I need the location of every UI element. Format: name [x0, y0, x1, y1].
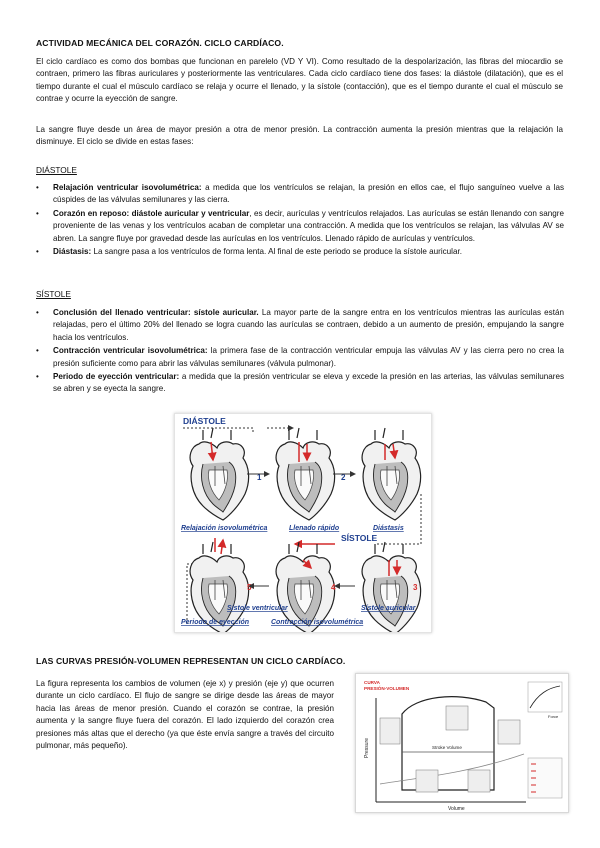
heart-thumbnail [416, 770, 438, 792]
heart-illustration-1 [190, 428, 249, 520]
section2-title: LAS CURVAS PRESIÓN-VOLUMEN REPRESENTAN UN CICLO CARDÍACO. [36, 656, 346, 666]
definition: , es decir, aurículas y ventrículos relajados. Las aurículas se están llenando con sangre proveniente de las venas y los ventrículos acaban de completar una contracción. A medida que los ventrículos se relajan, las válvulas AV se abren. La sangre fluye por gravedad desde las aurículas en los ventrículos. Llenado rápido de aurículas y ventrículos. [53, 208, 565, 243]
y-axis-label: Pressure [364, 737, 370, 758]
definition: La sangre pasa a los ventrículos de forma lenta. Al final de este periodo se produce la sístole auricular. [91, 247, 462, 257]
step-number-3: 3 [413, 583, 418, 592]
term: Relajación ventricular isovolumétrica: [53, 183, 202, 192]
term: Corazón en reposo: diástole auricular y ventricular [53, 208, 250, 218]
flow-arrow [215, 538, 223, 554]
list-item [36, 307, 564, 344]
term: Contracción ventricular isovolumétrica: [53, 346, 208, 356]
heart-thumbnail [446, 706, 468, 730]
figure2-title-line2: PRESIÓN-VOLUMEN [364, 686, 410, 691]
flow-paragraph: La sangre fluye desde un área de mayor presión a otra de menor presión. La contracción aumenta la presión mientras que la relajación la disminuye. El ciclo se divide en estas fases: [36, 125, 563, 147]
term: Conclusión del llenado ventricular: sístole auricular. [53, 308, 259, 317]
step-number-4: 4 [331, 583, 336, 592]
cardiac-cycle-illustration [175, 414, 431, 632]
term: Diástasis: [53, 247, 92, 257]
list-item [36, 246, 564, 258]
x-axis-label: Volume [448, 806, 465, 812]
force-label: Force [548, 714, 559, 719]
diastole-list [36, 182, 564, 259]
step-number-5: 5 [247, 583, 252, 592]
caption-diastasis: Diástasis [373, 525, 404, 532]
caption-eyeccion: Periodo de eyección [181, 619, 250, 626]
list-item [36, 371, 564, 396]
caption-contraccion: Contracción isovolumétrica [271, 619, 364, 626]
heart-illustration-2 [276, 428, 335, 520]
list-item [36, 208, 564, 245]
heart-illustration-3 [362, 428, 421, 520]
caption-sistole-ventricular: Sístole ventricular [227, 605, 288, 612]
pressure-volume-diagram [356, 674, 568, 812]
definition: a medida que los ventrículos se relajan, la presión en ellos cae, el flujo sanguíneo vuelve a las cúspides de las válvulas semilunares y las cierra. [53, 183, 565, 205]
definition: la primera fase de la contracción ventricular empuja las válvulas AV y las cierra pero no crea la presión suficiente como para abrir las válvulas semilunares (válvula pulmonar). [53, 346, 564, 368]
step-number-2: 2 [341, 473, 346, 482]
diastole-heading: DIÁSTOLE [36, 165, 77, 175]
section2-paragraph: La figura representa los cambios de volumen (eje x) y presión (eje y) que ocurren durante un ciclo cardíaco. El flujo de sangre se dirige desde las áreas de mayor hacia las áreas de menor presión. Cuando el corazón se contrae, la presión aumenta y la sangre fluye fuera del corazón. El lado izquierdo del corazón crea presiones más altas que el derecho (ya que éste envía sangre a través del circuito pulmonar, más pequeño). [36, 679, 334, 751]
heart-thumbnail [380, 718, 400, 744]
cardiac-cycle-figure [174, 413, 432, 633]
page-title: ACTIVIDAD MECÁNICA DEL CORAZÓN. CICLO CARDÍACO. [36, 38, 284, 48]
list-item [36, 345, 564, 370]
heart-thumbnail [498, 720, 520, 744]
step-number-1: 1 [257, 473, 262, 482]
sistole-label: SÍSTOLE [341, 533, 378, 543]
figure2-title-line1: CURVA [364, 680, 380, 685]
heart-thumbnail [468, 770, 490, 792]
list-item [36, 182, 564, 207]
stroke-volume-label: Stroke Volume [432, 745, 462, 750]
heart-illustration-3b [362, 542, 421, 632]
sistole-list [36, 307, 564, 397]
caption-relajacion: Relajación isovolumétrica [181, 525, 268, 532]
caption-sistole-auricular: Sístole auricular [361, 605, 416, 612]
intro-paragraph: El ciclo cardíaco es como dos bombas que funcionan en parelelo (VD Y VI). Como resultado de la despolarización, las fibras del miocardio se contraen, primero las fibras auriculares y posteriormente las ventriculares. Cada ciclo cardíaco tiene dos fases: la diástole (dilatación), que es el tiempo durante el cual el músculo cardíaco se relaja y ocurre el llenado, y la sístole (contacción), que es el tiempo durante el cual el músculo se contrae y ocurre la eyección de sangre. [36, 57, 563, 104]
caption-llenado: Llenado rápido [289, 525, 340, 532]
definition: a medida que la presión ventricular se eleva y excede la presión en las arterias, las válvulas semilunares se abren y se eyecta la sangre. [53, 372, 565, 394]
diastole-arrow [183, 428, 253, 432]
pressure-volume-figure [355, 673, 569, 813]
definition: La mayor parte de la sangre entra en los ventrículos mientras las aurículas están relajadas, pero el último 20% del llenado se logra cuando las aurículas se contraen, debido a un aumento de presión, empujando la sangre hacia los ventrículos. [53, 308, 564, 342]
term: Periodo de eyección ventricular: [53, 372, 180, 382]
sistole-heading: SÍSTOLE [36, 289, 71, 299]
diastole-label: DIÁSTOLE [183, 416, 226, 426]
